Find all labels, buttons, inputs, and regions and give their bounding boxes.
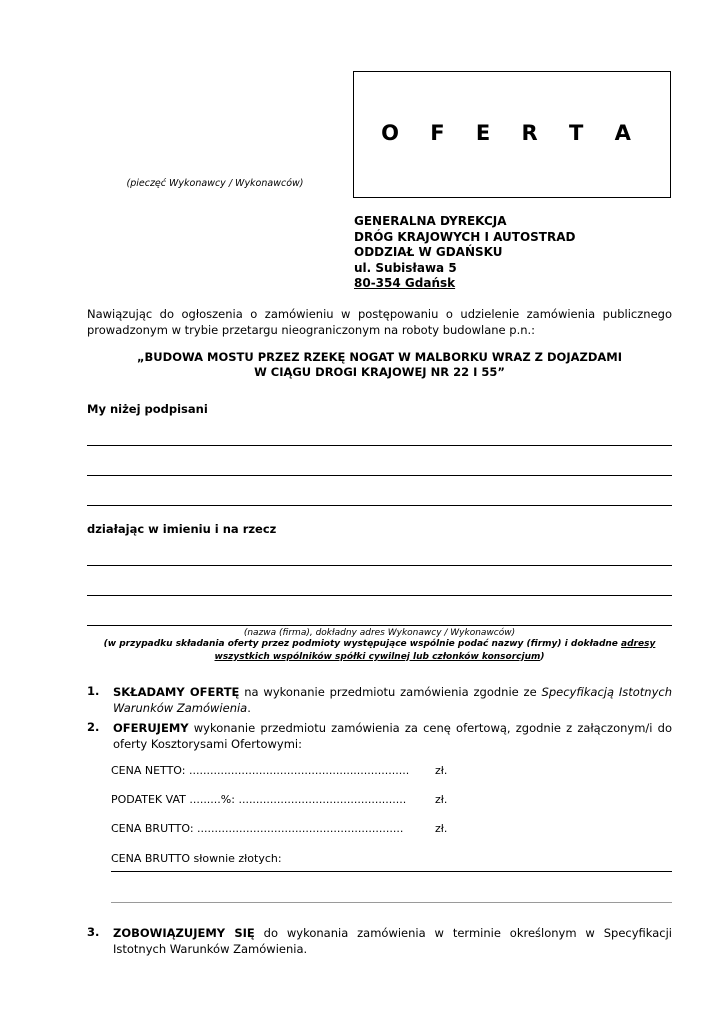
item-number: 1. — [87, 684, 100, 698]
currency-label: zł. — [435, 793, 448, 806]
price-brutto-label: CENA BRUTTO: ........................................................... — [111, 822, 404, 835]
item-1-italic: Specyfikacją Istotnych Warunków Zamówienia — [113, 685, 672, 715]
price-brutto-words-label: CENA BRUTTO słownie złotych: — [111, 852, 282, 865]
addressee-postcode: 80-354 Gdańsk — [354, 276, 456, 290]
signatory-line-2[interactable] — [87, 475, 672, 476]
currency-label: zł. — [435, 822, 448, 835]
consortium-note-text: (w przypadku składania oferty przez podmioty występujące wspólnie podać nazwy (firmy) i dokładne — [103, 639, 622, 649]
currency-label: zł. — [435, 764, 448, 777]
acting-line-2[interactable] — [87, 595, 672, 596]
addressee-line: ul. Subisława 5 — [354, 260, 457, 275]
addressee-line: GENERALNA DYREKCJA — [354, 214, 507, 228]
signatory-line-1[interactable] — [87, 445, 672, 446]
addressee-block — [354, 214, 575, 292]
addressee-line: ODDZIAŁ W GDAŃSKU — [354, 245, 503, 259]
price-words-line-2[interactable] — [111, 902, 672, 903]
project-title — [87, 350, 672, 380]
consortium-note-underlined: adresy — [621, 639, 656, 649]
item-2-body: wykonanie przedmiotu zamówienia za cenę ofertową, zgodnie z załączonym/i do oferty Kosztorysami Ofertowymi: — [113, 721, 672, 751]
price-words-line-1[interactable] — [111, 871, 672, 872]
item-1-text — [113, 684, 672, 716]
addressee-line: DRÓG KRAJOWYCH I AUTOSTRAD — [354, 229, 576, 244]
price-vat-label: PODATEK VAT .........%: ................................................ — [111, 793, 407, 806]
intro-paragraph — [87, 307, 672, 338]
item-number: 2. — [87, 720, 100, 734]
item-3-bold: ZOBOWIĄZUJEMY SIĘ — [113, 926, 255, 940]
item-1-end: . — [247, 701, 251, 715]
item-2-text — [113, 720, 672, 752]
item-3-text — [113, 925, 672, 957]
acting-line-1[interactable] — [87, 565, 672, 566]
form-title: O F E R T A — [381, 121, 643, 145]
price-netto-field[interactable] — [111, 764, 448, 777]
item-3-body: do wykonania zamówienia w terminie określonym w Specyfikacji Istotnych Warunków Zamówienia. — [113, 926, 672, 956]
contractor-caption: (nazwa (firma), dokładny adres Wykonawcy / Wykonawców) — [243, 628, 516, 638]
acting-line-3[interactable] — [87, 625, 672, 626]
consortium-note — [87, 638, 672, 663]
signatories-label: My niżej podpisani — [87, 402, 208, 416]
price-brutto-field[interactable] — [111, 822, 448, 835]
project-title-line: W CIĄGU DROGI KRAJOWEJ NR 22 I 55” — [254, 365, 505, 379]
stamp-caption: (pieczęć Wykonawcy / Wykonawców) — [126, 178, 304, 189]
acting-label: działając w imieniu i na rzecz — [87, 522, 277, 536]
price-netto-label: CENA NETTO: ............................................................... — [111, 764, 410, 777]
intro-line: Nawiązując do ogłoszenia o zamówieniu w postępowaniu o udzielenie zamówienia publicznego — [87, 307, 672, 321]
intro-line: prowadzonym w trybie przetargu nieograniczonym na roboty budowlane p.n.: — [87, 322, 536, 337]
consortium-note-underlined: wszystkich wspólników spółki cywilnej lub członków konsorcjum — [214, 651, 541, 662]
signatory-line-3[interactable] — [87, 505, 672, 506]
project-title-line: „BUDOWA MOSTU PRZEZ RZEKĘ NOGAT W MALBORKU WRAZ Z DOJAZDAMI — [136, 350, 623, 364]
consortium-note-text: ) — [540, 651, 545, 662]
item-2-bold: OFERUJEMY — [113, 721, 189, 735]
price-vat-field[interactable] — [111, 793, 448, 806]
item-1-bold: SKŁADAMY OFERTĘ — [113, 685, 240, 699]
item-1-body: na wykonanie przedmiotu zamówienia zgodnie ze — [239, 685, 542, 699]
item-number: 3. — [87, 925, 100, 939]
